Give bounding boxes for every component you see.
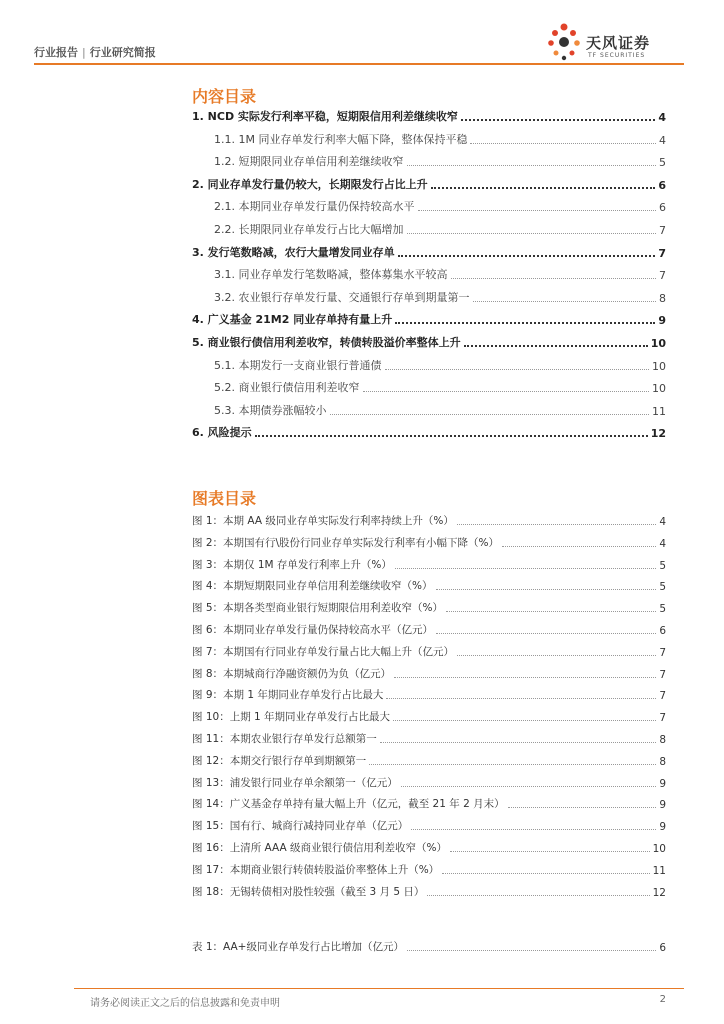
- toc-entry-page: 7: [659, 269, 666, 283]
- toc-entry-page: 6: [659, 625, 666, 637]
- toc-entry-title: 图 15：国有行、城商行减持同业存单（亿元）: [192, 820, 409, 833]
- toc-entry-title: 图 13：浦发银行同业存单余额第一（亿元）: [192, 776, 398, 789]
- header-separator: |: [82, 46, 86, 59]
- toc-entry-title: 图 4：本期短期限同业存单信用利差继续收窄（%）: [192, 580, 433, 593]
- toc-entry[interactable]: [192, 424, 666, 440]
- toc-entry[interactable]: [192, 774, 666, 790]
- toc-entry[interactable]: [192, 379, 666, 395]
- toc-entry-page: 10: [652, 843, 666, 855]
- toc-leader-dots: [385, 369, 650, 370]
- toc-entry[interactable]: [192, 176, 666, 192]
- toc-entry[interactable]: [192, 752, 666, 768]
- toc-entry-page: 7: [659, 668, 666, 681]
- toc-entry-title: 图 14：广义基金存单持有量大幅上升（亿元，截至 21 年 2 月末）: [192, 798, 505, 811]
- toc-entry-title: 2. 同业存单发行量仍较大，长期限发行占比上升: [192, 177, 428, 191]
- toc-entry-title: 1. NCD 实际发行利率平稳，短期限信用利差继续收窄: [192, 110, 458, 123]
- toc-entry-page: 11: [652, 864, 666, 877]
- toc-entry-title: 图 18：无锡转债相对股性较强（截至 3 月 5 日）: [192, 885, 425, 898]
- toc-leader-dots: [436, 633, 656, 634]
- toc-entry[interactable]: [192, 556, 666, 572]
- toc-entry[interactable]: [192, 730, 666, 746]
- toc-leader-dots: [386, 698, 656, 699]
- toc-entry[interactable]: [192, 599, 666, 615]
- company-logo: [544, 22, 684, 64]
- toc-leader-dots: [398, 255, 656, 257]
- toc-entry[interactable]: [192, 534, 666, 550]
- toc-entry[interactable]: [192, 266, 666, 282]
- toc-entry-page: 5: [659, 603, 666, 616]
- toc-entry-title: 图 16：上清所 AAA 级商业银行债信用利差收窄（%）: [192, 842, 447, 854]
- toc-entry[interactable]: [192, 621, 666, 637]
- page-number: 2: [659, 994, 666, 1005]
- toc-leader-dots: [330, 414, 650, 415]
- toc-leader-dots: [369, 764, 656, 765]
- toc-leader-dots: [255, 435, 648, 437]
- toc-leader-dots: [436, 589, 657, 590]
- logo-chinese-name: 天风证券: [586, 34, 651, 52]
- toc-entry[interactable]: [192, 839, 666, 855]
- toc-leader-dots: [446, 611, 656, 612]
- toc-entry-page: 12: [652, 886, 666, 899]
- header-report-type: 行业报告: [34, 46, 78, 59]
- toc-entry[interactable]: [192, 334, 666, 350]
- toc-entry[interactable]: [192, 643, 666, 659]
- footer-disclaimer: 请务必阅读正文之后的信息披露和免责申明: [90, 998, 280, 1009]
- toc-entry[interactable]: [192, 131, 666, 147]
- toc-leader-dots: [363, 391, 650, 392]
- footer-divider: [74, 988, 684, 989]
- toc-entry[interactable]: [192, 311, 666, 327]
- toc-entry-title: 1.1. 1M 同业存单发行利率大幅下降，整体保持平稳: [214, 132, 468, 146]
- toc-entry[interactable]: [192, 198, 666, 214]
- toc-entry[interactable]: [192, 686, 666, 702]
- toc-entry-page: 6: [658, 178, 666, 192]
- toc-entry-title: 5.3. 本期债券涨幅较小: [214, 403, 327, 417]
- toc-leader-dots: [411, 829, 656, 830]
- toc-entry-page: 7: [659, 712, 666, 725]
- toc-leader-dots: [407, 950, 656, 951]
- toc-leader-dots: [457, 524, 656, 525]
- toc-leader-dots: [427, 895, 649, 896]
- toc-leader-dots: [451, 278, 657, 279]
- toc-entry-page: 4: [658, 111, 666, 124]
- toc-entry-page: 4: [659, 537, 666, 550]
- toc-entry-page: 6: [659, 201, 666, 215]
- toc-leader-dots: [395, 322, 655, 324]
- toc-leader-dots: [395, 568, 656, 569]
- toc-entry-page: 5: [659, 156, 666, 170]
- toc-entry-page: 6: [659, 942, 666, 954]
- toc-entry-title: 5.1. 本期发行一支商业银行普通债: [214, 358, 382, 372]
- toc-entry[interactable]: [192, 795, 666, 811]
- toc-entry-title: 3. 发行笔数略减，农行大量增发同业存单: [192, 245, 395, 259]
- toc-entry-title: 2.2. 长期限同业存单发行占比大幅增加: [214, 223, 404, 236]
- header-report-subtype: 行业研究简报: [89, 46, 156, 59]
- toc-entry-page: 9: [658, 314, 666, 328]
- toc-entry-title: 1.2. 短期限同业存单信用利差继续收窄: [214, 155, 404, 169]
- toc-leader-dots: [457, 655, 656, 656]
- toc-entry-title: 图 17：本期商业银行转债转股溢价率整体上升（%）: [192, 863, 440, 876]
- toc-entry-page: 10: [650, 337, 666, 350]
- toc-entry[interactable]: [192, 883, 666, 899]
- toc-entry-page: 8: [659, 734, 666, 746]
- toc-entry[interactable]: [192, 244, 666, 260]
- flower-logo-icon: [544, 22, 584, 64]
- toc-entry-title: 图 12：本期交行银行存单到期额第一: [192, 754, 367, 767]
- toc-leader-dots: [508, 807, 657, 808]
- toc-entry[interactable]: [192, 153, 666, 169]
- toc-entry-page: 7: [659, 646, 666, 659]
- toc-entry-title: 4. 广义基金 21M2 同业存单持有量上升: [192, 313, 393, 327]
- toc-leader-dots: [461, 119, 655, 121]
- toc-leader-dots: [407, 165, 657, 166]
- toc-entry-page: 5: [659, 559, 666, 572]
- toc-entry[interactable]: [192, 708, 666, 724]
- toc-leader-dots: [431, 187, 656, 189]
- toc-entry-title: 图 5：本期各类型商业银行短期限信用利差收窄（%）: [192, 602, 443, 615]
- toc-entry-title: 3.1. 同业存单发行笔数略减，整体募集水平较高: [214, 268, 448, 282]
- toc-leader-dots: [394, 677, 656, 678]
- toc-leader-dots: [401, 786, 657, 787]
- toc-entry-page: 11: [652, 404, 666, 418]
- toc-entry-title: 图 1：本期 AA 级同业存单实际发行利率持续上升（%）: [192, 515, 454, 527]
- toc-entry[interactable]: [192, 665, 666, 681]
- toc-leader-dots: [450, 851, 650, 852]
- figures-title: 图表目录: [192, 489, 257, 508]
- toc-leader-dots: [473, 301, 657, 302]
- toc-entry-page: 4: [659, 133, 666, 147]
- toc-leader-dots: [393, 720, 656, 721]
- toc-leader-dots: [407, 233, 657, 234]
- toc-entry-page: 8: [659, 291, 666, 305]
- logo-english-name: TF SECURITIES: [588, 52, 646, 59]
- toc-entry-page: 4: [659, 516, 666, 528]
- toc-entry-title: 图 9：本期 1 年期同业存单发行占比最大: [192, 689, 384, 702]
- toc-entry-title: 2.1. 本期同业存单发行量仍保持较高水平: [214, 200, 415, 214]
- toc-entry-page: 7: [659, 224, 666, 237]
- toc-entry-page: 10: [652, 382, 666, 396]
- toc-entry-title: 图 3：本期仅 1M 存单发行利率上升（%）: [192, 558, 392, 571]
- toc-entry-title: 图 10：上期 1 年期同业存单发行占比最大: [192, 711, 391, 724]
- toc-entry-page: 8: [659, 755, 666, 768]
- toc-entry-page: 7: [658, 246, 666, 260]
- toc-leader-dots: [418, 210, 657, 211]
- header-category: [34, 44, 156, 60]
- toc-entry-page: 9: [659, 777, 666, 790]
- toc-entry-page: 9: [659, 799, 666, 812]
- toc-entry-title: 图 6：本期同业存单发行量仍保持较高水平（亿元）: [192, 624, 434, 636]
- toc-leader-dots: [470, 143, 656, 144]
- toc-leader-dots: [464, 345, 648, 347]
- toc-entry-page: 5: [659, 581, 666, 594]
- toc-entry[interactable]: [192, 108, 666, 124]
- toc-entry-page: 10: [652, 359, 666, 373]
- toc-entry-page: 9: [659, 821, 666, 834]
- toc-entry[interactable]: [192, 221, 666, 237]
- toc-entry-title: 5.2. 商业银行债信用利差收窄: [214, 381, 360, 395]
- toc-entry-title: 表 1：AA+级同业存单发行占比增加（亿元）: [192, 941, 404, 953]
- toc-title: 内容目录: [192, 87, 257, 106]
- toc-entry[interactable]: [192, 861, 666, 877]
- toc-entry[interactable]: [192, 289, 666, 305]
- toc-entry-title: 图 2：本期国有行\股份行同业存单实际发行利率有小幅下降（%）: [192, 536, 500, 549]
- toc-entry[interactable]: [192, 512, 666, 528]
- toc-entry-title: 图 11：本期农业银行存单发行总额第一: [192, 733, 377, 745]
- header-divider: [34, 63, 684, 65]
- toc-entry-title: 3.2. 农业银行存单发行量、交通银行存单到期量第一: [214, 290, 470, 304]
- toc-entry[interactable]: [192, 357, 666, 373]
- toc-entry[interactable]: [192, 577, 666, 593]
- toc-entry-page: 12: [650, 427, 666, 441]
- toc-entry-title: 图 7：本期国有行同业存单发行量占比大幅上升（亿元）: [192, 645, 455, 658]
- toc-leader-dots: [380, 742, 657, 743]
- toc-entry-page: 7: [659, 690, 666, 703]
- toc-entry-title: 6. 风险提示: [192, 426, 252, 440]
- toc-entry[interactable]: [192, 938, 666, 954]
- toc-leader-dots: [502, 546, 656, 547]
- toc-entry[interactable]: [192, 817, 666, 833]
- toc-entry-title: 图 8：本期城商行净融资额仍为负（亿元）: [192, 667, 392, 680]
- toc-leader-dots: [442, 873, 649, 874]
- toc-entry[interactable]: [192, 402, 666, 418]
- toc-entry-title: 5. 商业银行债信用利差收窄，转债转股溢价率整体上升: [192, 336, 461, 349]
